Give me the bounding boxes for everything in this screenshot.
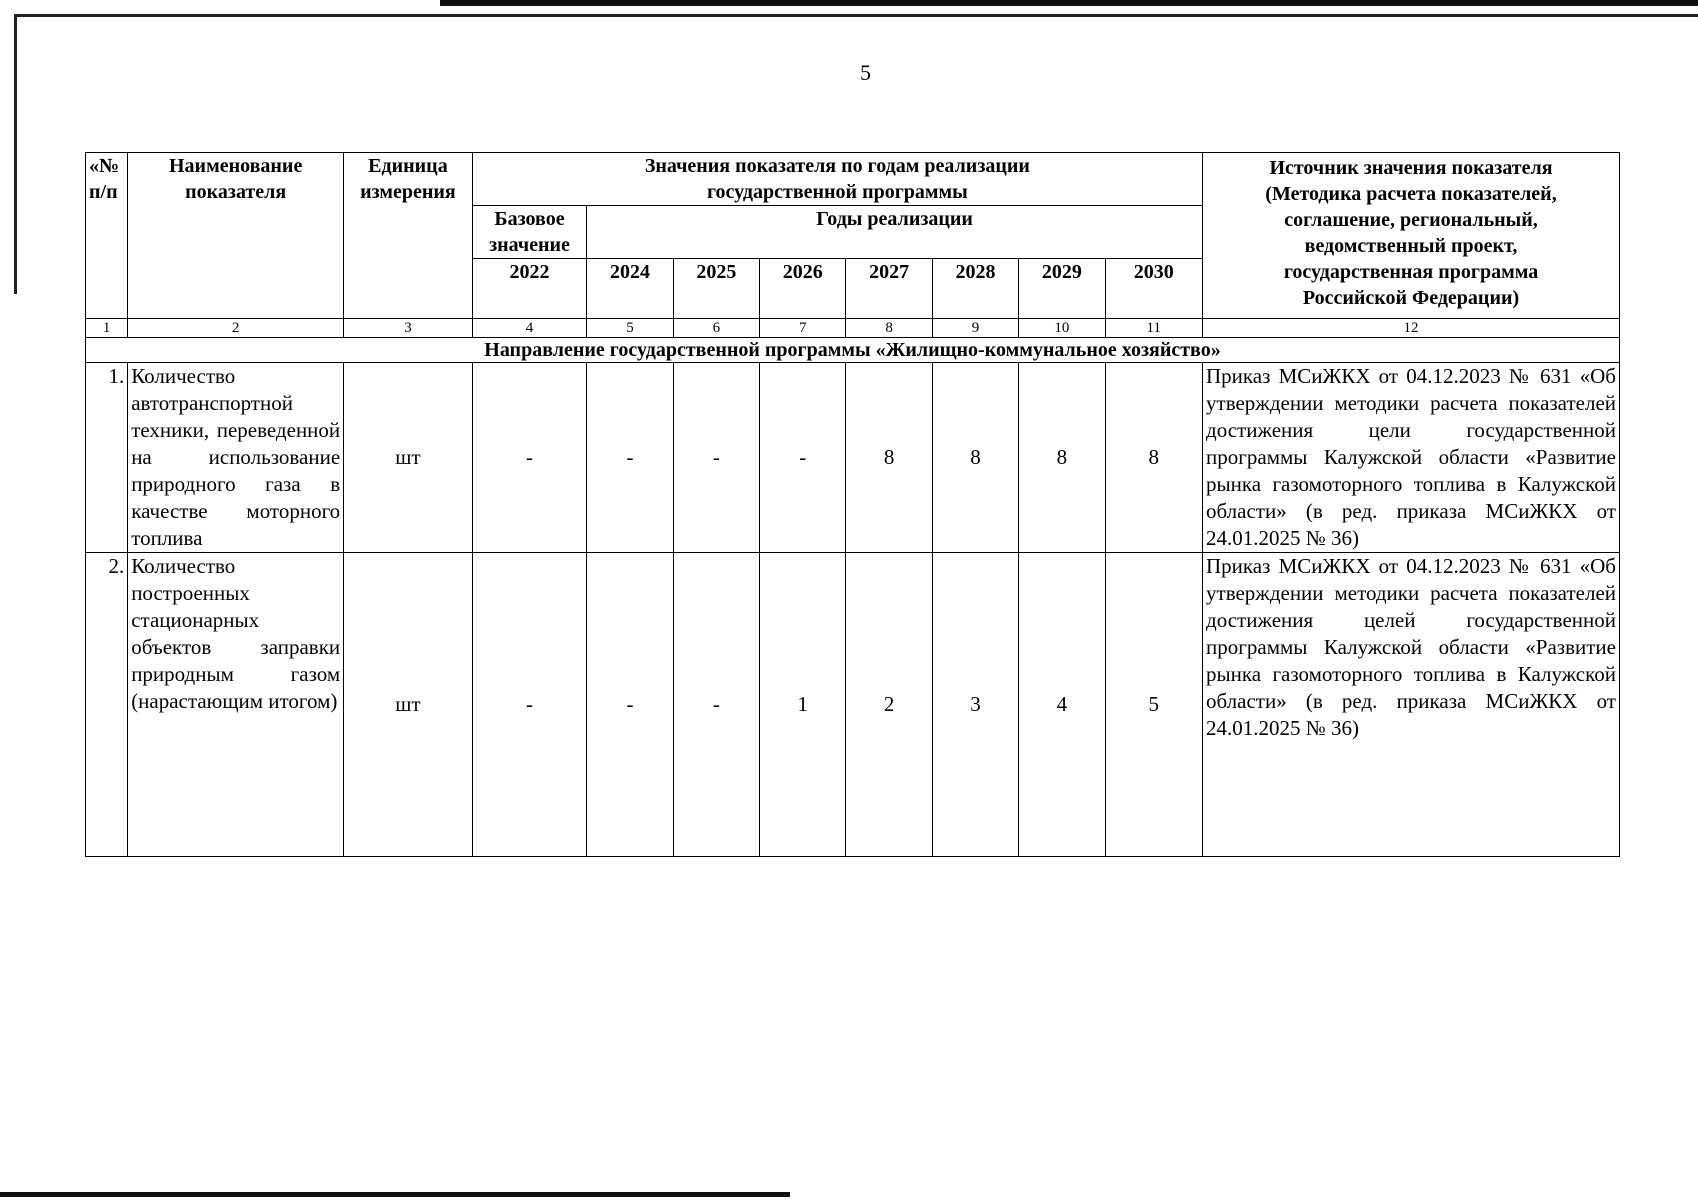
value-cell: - <box>673 553 759 857</box>
value-cell: - <box>673 363 759 553</box>
table-row <box>86 553 1620 857</box>
value-cell: 4 <box>1019 553 1105 857</box>
column-number: 5 <box>587 319 673 338</box>
indicator-name: Количество построенных стационарных объектов заправки природным газом (нарастающим итогом) <box>128 553 344 857</box>
value-cell: - <box>472 363 587 553</box>
value-cell: - <box>472 553 587 857</box>
header-year: 2025 <box>673 259 759 319</box>
value-cell: - <box>587 363 673 553</box>
header-year: 2027 <box>846 259 932 319</box>
source-cell: Приказ МСиЖКХ от 04.12.2023 № 631 «Об утверждении методики расчета показателей достижения целей государственной программы Калужской области «Развитие рынка газомоторного топлива в Калужской области» (в ред. приказа МСиЖКХ от 24.01.2025 № 36) <box>1203 553 1620 857</box>
header-year: 2024 <box>587 259 673 319</box>
column-number: 2 <box>128 319 344 338</box>
page-number: 5 <box>860 60 871 85</box>
value-cell: 8 <box>932 363 1018 553</box>
scan-border-left <box>14 14 17 294</box>
value-cell: - <box>760 363 846 553</box>
value-cell: 8 <box>1105 363 1203 553</box>
indicators-table <box>85 152 1620 857</box>
scan-border-top-thin <box>14 14 1698 17</box>
unit-cell: шт <box>344 363 473 553</box>
column-number: 7 <box>760 319 846 338</box>
row-index: 2. <box>86 553 128 857</box>
column-number: 6 <box>673 319 759 338</box>
column-number: 3 <box>344 319 473 338</box>
header-col-years: Годы реализации <box>587 206 1203 259</box>
unit-cell: шт <box>344 553 473 857</box>
header-base-year: 2022 <box>472 259 587 319</box>
value-cell: 5 <box>1105 553 1203 857</box>
header-col-values: Значения показателя по годам реализации государственной программы <box>472 153 1202 206</box>
value-cell: 8 <box>1019 363 1105 553</box>
source-cell: Приказ МСиЖКХ от 04.12.2023 № 631 «Об утверждении методики расчета показателей достижения цели государственной программы Калужской области «Развитие рынка газомоторного топлива в Калужской области» (в ред. приказа МСиЖКХ от 24.01.2025 № 36) <box>1203 363 1620 553</box>
header-row-1 <box>86 153 1620 206</box>
column-number: 10 <box>1019 319 1105 338</box>
header-col-source: Источник значения показателя (Методика расчета показателей, соглашение, региональный, ведомственный проект, государственная программа Российской Федерации) <box>1203 153 1620 319</box>
header-col-base: Базовое значение <box>472 206 587 259</box>
column-number: 8 <box>846 319 932 338</box>
scan-border-top <box>440 0 1698 6</box>
value-cell: 3 <box>932 553 1018 857</box>
header-year: 2028 <box>932 259 1018 319</box>
section-title: Направление государственной программы «Жилищно-коммунальное хозяйство» <box>86 338 1620 363</box>
column-number: 1 <box>86 319 128 338</box>
table-row <box>86 363 1620 553</box>
column-numbers-row <box>86 319 1620 338</box>
value-cell: 8 <box>846 363 932 553</box>
column-number: 9 <box>932 319 1018 338</box>
scan-border-bottom <box>0 1192 790 1197</box>
column-number: 11 <box>1105 319 1203 338</box>
value-cell: - <box>587 553 673 857</box>
indicator-name: Количество автотранспортной техники, переведенной на использование природного газа в качестве моторного топлива <box>128 363 344 553</box>
column-number: 12 <box>1203 319 1620 338</box>
column-number: 4 <box>472 319 587 338</box>
header-year: 2030 <box>1105 259 1203 319</box>
header-year: 2026 <box>760 259 846 319</box>
header-col-name: Наименование показателя <box>128 153 344 319</box>
header-col-unit: Единица измерения <box>344 153 473 319</box>
header-year: 2029 <box>1019 259 1105 319</box>
section-row <box>86 338 1620 363</box>
header-col-num: «№ п/п <box>86 153 128 319</box>
value-cell: 1 <box>760 553 846 857</box>
row-index: 1. <box>86 363 128 553</box>
value-cell: 2 <box>846 553 932 857</box>
